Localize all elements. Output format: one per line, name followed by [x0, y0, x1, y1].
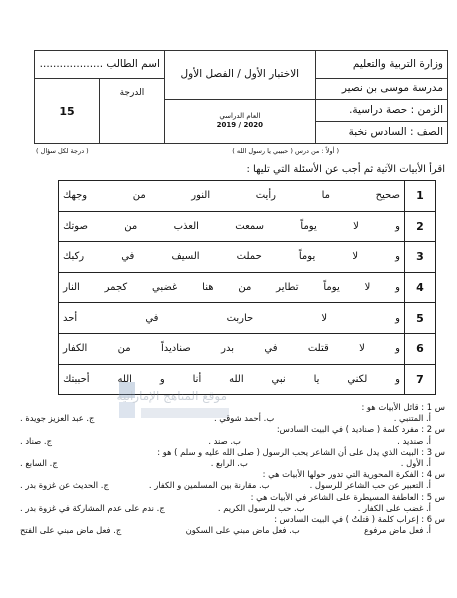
verse-word: ما [321, 190, 330, 202]
answer-option[interactable]: ج. عبد العزيز جويدة . [20, 413, 95, 424]
verse-word: رأيت [255, 190, 276, 202]
student-name-cell [35, 51, 165, 79]
verse-word: أحد [63, 312, 78, 324]
class-text: الصف : السادس نخبة [348, 125, 443, 138]
verse-number: 5 [405, 303, 436, 334]
verse-cell [59, 272, 405, 303]
verse-word: صناديداً [160, 343, 191, 355]
answer-option[interactable]: أ. المتنبي . [393, 413, 431, 424]
answer-option[interactable]: ب. أحمد شوقي . [213, 413, 275, 424]
verse-word: نبي [271, 373, 286, 385]
verse-word: الله [117, 373, 132, 385]
verse-word: لا [359, 343, 365, 355]
verse-word: و [395, 343, 400, 355]
verse-word: السيف [171, 251, 200, 263]
question-text: س 2 : مفرد كلمة ( صناديد ) في البيت السادس: [276, 424, 445, 435]
verse-word: يوماً [300, 220, 317, 232]
verse-word: و [395, 282, 400, 294]
instructions: اقرأ الأبيات الآتية ثم أجب عن الأسئلة التي تليها : [246, 164, 445, 175]
verse-word: قتلت [307, 343, 329, 355]
answer-option[interactable]: أ. غضب على الكفار . [357, 502, 431, 513]
verse-number: 1 [405, 181, 436, 212]
answer-options [14, 480, 445, 491]
verse-row [59, 181, 436, 212]
watermark-text: موقع المناهج الإماراتية [116, 389, 227, 403]
verse-row [59, 303, 436, 334]
answer-option[interactable]: ب. صند . [208, 435, 241, 446]
answer-option[interactable]: ب. مقارنة بين المسلمين و الكفار . [148, 480, 270, 491]
verse-word: لكني [347, 373, 368, 385]
verse-word: في [264, 343, 278, 355]
verse-word: الله [229, 373, 244, 385]
verse-word: في [145, 312, 159, 324]
verse-word: يوماً [323, 282, 340, 294]
exam-title-cell [164, 51, 315, 100]
verse-number: 6 [405, 333, 436, 364]
question-text: س 4 : الفكرة المحورية التي تدور حولها الأبيات هي : [262, 469, 445, 480]
verse-word: من [124, 220, 138, 232]
answer-option[interactable]: ب. الرابع . [210, 458, 248, 469]
answer-option[interactable]: ب. حب للرسول الكريم . [217, 502, 305, 513]
verse-word: يا [313, 373, 320, 385]
per-question-note: ( درجة لكل سؤال ) [36, 147, 89, 155]
answer-option[interactable]: ج. فعل ماض مبني على الفتح [20, 525, 122, 536]
answer-option[interactable]: أ. صنديد . [397, 435, 431, 446]
total-score: 15 [59, 104, 75, 118]
answer-option[interactable]: ب. فعل ماض مبني على السكون [185, 525, 300, 536]
question-text: س 5 : العاطفة المسيطرة على الشاعر في الأبيات هي : [250, 491, 445, 502]
answer-option[interactable]: ج. ندم على عدم المشاركة في غزوة بدر . [20, 502, 165, 513]
verse-word: بدر [221, 343, 235, 355]
verse-cell [59, 333, 405, 364]
verse-word: أحببتك [63, 373, 90, 385]
verse-word: و [395, 220, 400, 232]
verse-row [59, 211, 436, 242]
time-cell [315, 99, 447, 121]
year-value: 2019 / 2020 [216, 121, 264, 130]
verse-word: من [132, 190, 146, 202]
exam-header [34, 50, 448, 144]
answer-options [14, 503, 445, 514]
verse-word: يوماً [298, 251, 316, 263]
verse-word: من [238, 282, 252, 294]
verse-word: و [159, 373, 165, 385]
verse-word: لا [321, 312, 328, 324]
verse-word: و [395, 373, 400, 385]
verse-word: و [395, 312, 400, 324]
verse-word: الكفار [63, 343, 88, 355]
verse-word: غضبي [152, 282, 178, 294]
verse-row [59, 242, 436, 273]
verses-table [58, 180, 436, 395]
verse-word: وجهك [63, 190, 88, 202]
verse-number: 2 [405, 211, 436, 242]
school-name: مدرسة موسى بن نصير [341, 82, 443, 95]
answer-options [14, 525, 445, 536]
year-cell [164, 99, 315, 144]
verse-word: تطاير [276, 282, 299, 294]
verse-word: ركبك [63, 251, 85, 263]
time-text: الزمن : حصة دراسية. [349, 103, 443, 116]
verse-word: سمعت [235, 220, 265, 232]
answer-option[interactable]: ج. صناد . [20, 435, 52, 446]
answer-options [14, 436, 445, 447]
answer-option[interactable]: أ. التعبير عن حب الشاعر للرسول . [309, 480, 431, 491]
verse-word: و [395, 251, 400, 263]
grade-label: الدرجة [99, 79, 164, 143]
verse-word: صوتك [63, 220, 88, 232]
verse-cell [59, 242, 405, 273]
verse-number: 4 [405, 272, 436, 303]
verse-word: أنا [192, 373, 202, 385]
verse-word: لا [353, 220, 359, 232]
question-text: س 6 : إعراب كلمة ( قتلتُ ) في البيت السادس : [274, 514, 445, 525]
answer-options [14, 413, 445, 424]
ministry: وزارة التربية والتعليم [352, 58, 443, 71]
section-note: ( أولاً : من درس ( حبيبي يا رسول الله ) [232, 147, 339, 155]
verse-word: هنا [202, 282, 214, 294]
answer-option[interactable]: ج. السابع . [20, 458, 58, 469]
verse-row [59, 333, 436, 364]
verse-word: لا [352, 251, 359, 263]
verse-word: لا [364, 282, 371, 294]
verse-word: حاربت [226, 312, 254, 324]
class-cell [315, 121, 447, 143]
school-cell [315, 79, 447, 99]
verse-word: النار [63, 282, 80, 294]
verse-word: العذب [173, 220, 199, 232]
exam-title: الاختبار الأول / الفصل الأول [180, 68, 300, 81]
verse-word: في [121, 251, 135, 263]
answer-option[interactable]: أ. الأول . [400, 458, 431, 469]
verse-cell [59, 303, 405, 334]
verse-word: من [117, 343, 131, 355]
answer-option[interactable]: أ. فعل ماض مرفوع [364, 525, 431, 536]
ministry-cell [315, 51, 447, 79]
verse-number: 3 [405, 242, 436, 273]
verse-word: حملت [236, 251, 262, 263]
verse-word: صحيح [375, 190, 400, 202]
question-text: س 3 : البيت الذي يدل على أن الشاعر يحب الرسول ( صلى الله عليه و سلم ) هو : [157, 446, 445, 457]
grade-cell [35, 79, 165, 144]
verse-word: النور [191, 190, 211, 202]
verse-cell [59, 211, 405, 242]
answer-options [14, 458, 445, 469]
questions-section [14, 402, 445, 536]
answer-option[interactable]: ج. الحديث عن غزوة بدر . [20, 480, 109, 491]
verse-number: 7 [405, 364, 436, 395]
student-name-field[interactable]: اسم الطالب ................... [39, 58, 160, 71]
verse-row [59, 272, 436, 303]
year-label: العام الدراسي [219, 112, 261, 121]
verse-word: كجمر [104, 282, 128, 294]
question-text: س 1 : قائل الأبيات هو : [361, 402, 445, 412]
verse-cell [59, 181, 405, 212]
